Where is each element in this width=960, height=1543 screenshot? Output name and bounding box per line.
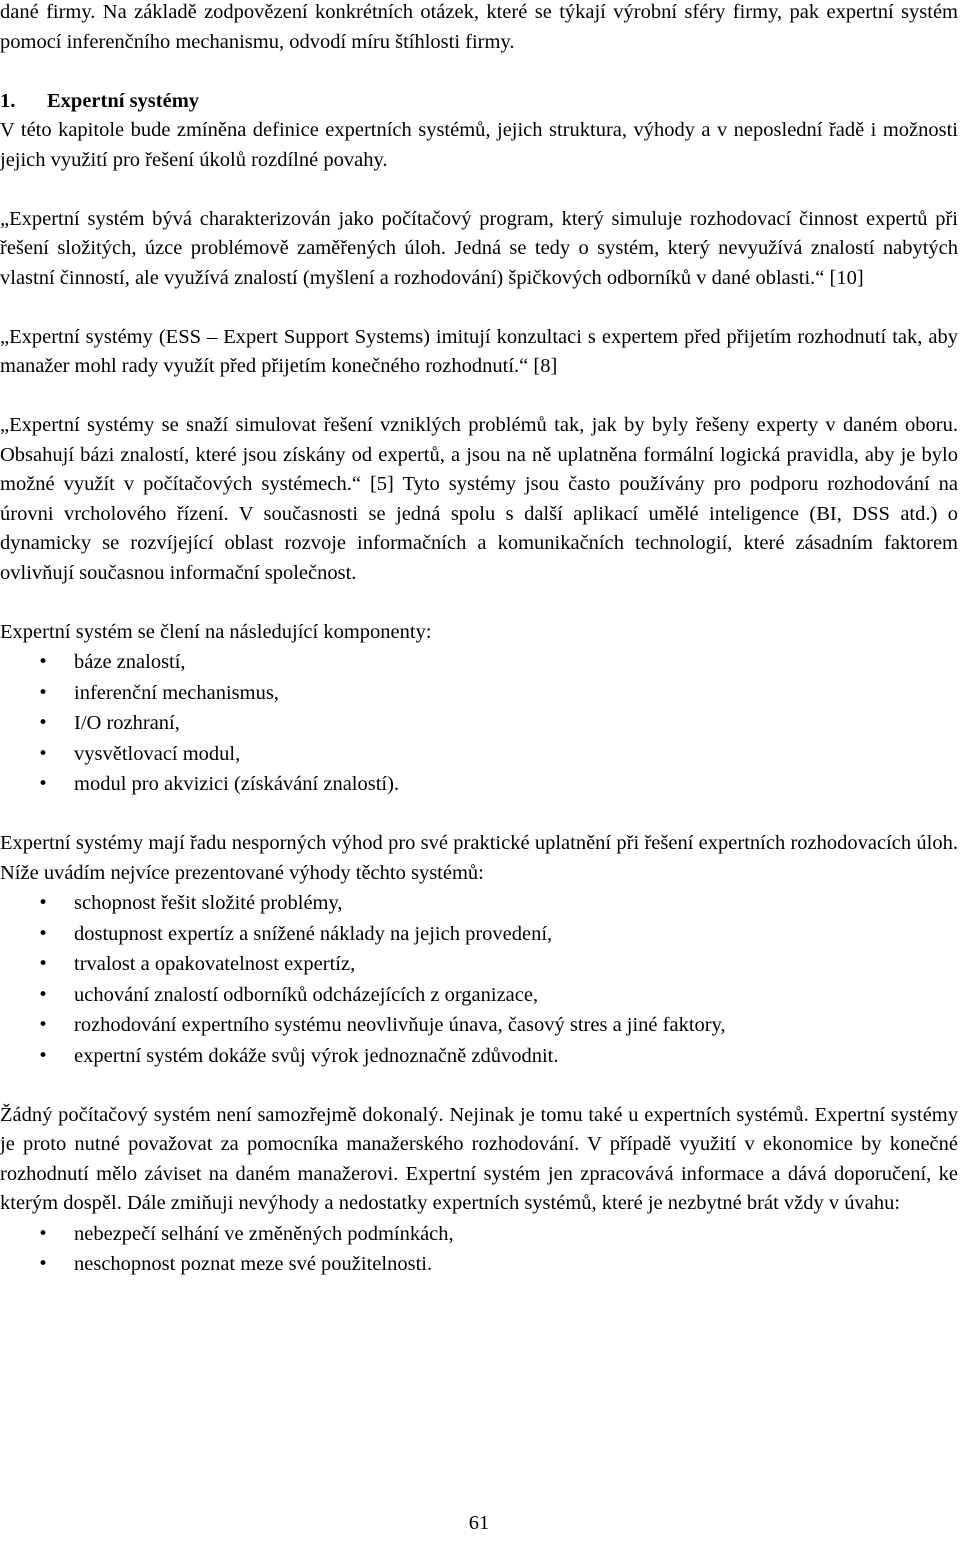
bullet-icon: • [38, 1254, 49, 1274]
section-title: Expertní systémy [47, 89, 200, 112]
quote-paragraph-3: „Expertní systémy se snaží simulovat řešení vzniklých problémů tak, jak by byly řešeny experty v daném oboru. Obsahují bázi znalostí, které jsou získány od expertů, a jsou na ně uplatněna formální logická pravidla, aby je bylo možné využít v počítačových systémech.“ [5] Tyto systémy jsou často používány pro podporu rozhodování na úrovni vrcholového řízení. V současnosti se jedná spolu s další aplikací umělé inteligence (BI, DSS atd.) o dynamicky se rozvíjející oblast rozvoje informačních a komunikačních technologií, které zásadním faktorem ovlivňují současnou informační společnost. [0, 414, 958, 584]
section-lead-paragraph: V této kapitole bude zmíněna definice expertních systémů, jejich struktura, výhody a v neposlední řadě i možnosti jejich využití pro řešení úkolů rozdílné povahy. [0, 119, 958, 171]
components-intro: Expertní systém se člení na následující komponenty: [0, 620, 432, 643]
bullet-icon: • [38, 1223, 49, 1244]
list-item: • báze znalostí, [0, 647, 958, 678]
list-item: • trvalost a opakovatelnost expertíz, [0, 949, 958, 980]
list-item: • vysvětlovací modul, [0, 739, 958, 770]
bullet-icon: • [38, 984, 49, 1005]
section-number: 1. [0, 89, 16, 112]
bullet-icon: • [38, 774, 49, 794]
list-item: • schopnost řešit složité problémy, [0, 888, 958, 919]
advantages-intro: Expertní systémy mají řadu nesporných výhod pro své praktické uplatnění při řešení expertních rozhodovacích úloh. Níže uvádím nejvíce prezentované výhody těchto systémů: [0, 832, 958, 884]
list-item: • inferenční mechanismus, [0, 678, 958, 709]
spacer [0, 382, 958, 412]
advantages-list [0, 888, 958, 1071]
spacer [0, 175, 958, 205]
bullet-icon: • [38, 954, 49, 974]
spacer [0, 293, 958, 323]
components-list [0, 647, 958, 800]
list-item: • I/O rozhraní, [0, 708, 958, 739]
spacer [0, 57, 958, 87]
list-item: • expertní systém dokáže svůj výrok jednoznačně zdůvodnit. [0, 1041, 958, 1072]
list-item: • neschopnost poznat meze své použitelnosti. [0, 1249, 958, 1280]
quote-paragraph-1: „Expertní systém bývá charakterizován jako počítačový program, který simuluje rozhodovací činnost expertů při řešení složitých, úzce problémově zaměřených úloh. Jedná se tedy o systém, který nevyužívá znalostí nabytých vlastní činností, ale využívá znalostí (myšlení a rozhodování) špičkových odborníků v dané oblasti.“ [10] [0, 207, 958, 289]
list-item: • modul pro akvizici (získávání znalostí). [0, 769, 958, 800]
bullet-icon: • [38, 713, 49, 733]
bullet-icon: • [38, 652, 49, 672]
quote-paragraph-2: „Expertní systémy (ESS – Expert Support Systems) imitují konzultaci s expertem před přijetím rozhodnutí tak, aby manažer mohl rady využít před přijetím konečného rozhodnutí.“ [8] [0, 325, 958, 377]
section-heading [0, 87, 958, 117]
bullet-icon: • [38, 893, 49, 913]
list-item: • rozhodování expertního systému neovlivňuje únava, časový stres a jiné faktory, [0, 1010, 958, 1041]
disadvantages-list [0, 1219, 958, 1280]
list-item: • nebezpečí selhání ve změněných podmínkách, [0, 1219, 958, 1250]
spacer [0, 588, 958, 618]
bullet-icon: • [38, 682, 49, 703]
intro-paragraph: dané firmy. Na základě zodpovězení konkrétních otázek, které se týkají výrobní sféry firmy, pak expertní systém pomocí inferenčního mechanismu, odvodí míru štíhlosti firmy. [0, 1, 958, 53]
bullet-icon: • [38, 1015, 49, 1035]
list-item: • dostupnost expertíz a snížené náklady na jejich provedení, [0, 919, 958, 950]
page-number: 61 [468, 1512, 490, 1534]
bullet-icon: • [38, 743, 49, 764]
spacer [0, 1071, 958, 1101]
list-item: • uchování znalostí odborníků odcházejících z organizace, [0, 980, 958, 1011]
disadvantages-intro: Žádný počítačový systém není samozřejmě dokonalý. Nejinak je tomu také u expertních systémů. Expertní systémy je proto nutné považovat za pomocníka manažerského rozhodování. V případě využití v ekonomice by konečné rozhodnutí mělo záviset na daném manažerovi. Expertní systém jen zpracovává informace a dává doporučení, ke kterým dospěl. Dále zmiňuji nevýhody a nedostatky expertních systémů, které je nezbytné brát vždy v úvahu: [0, 1103, 958, 1214]
bullet-icon: • [38, 1045, 49, 1066]
spacer [0, 800, 958, 830]
bullet-icon: • [38, 923, 49, 944]
